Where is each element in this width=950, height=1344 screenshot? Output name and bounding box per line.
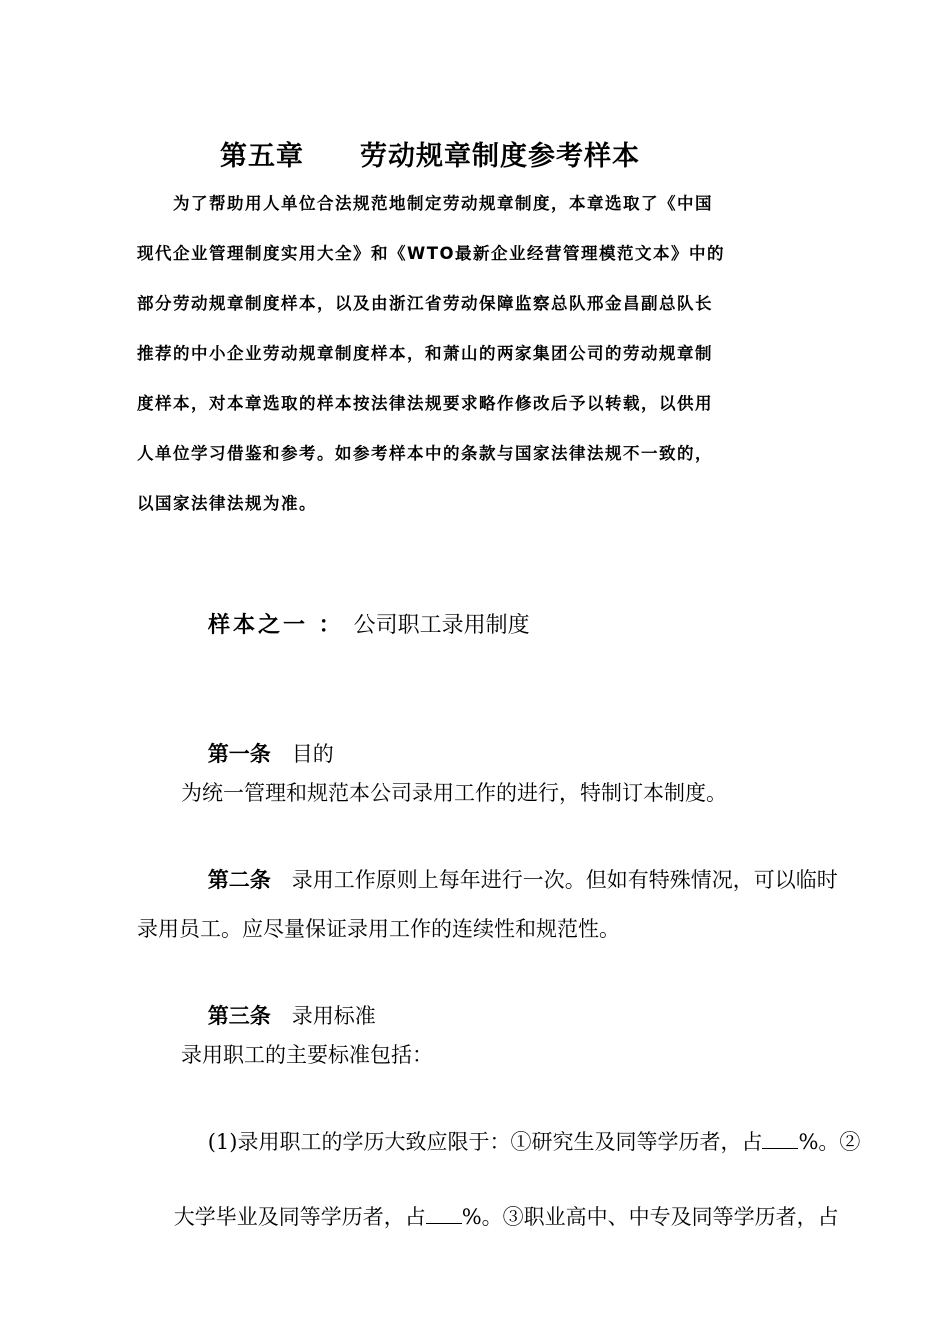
article-label: 第二条 — [207, 868, 271, 892]
fill-in-blank — [426, 1205, 462, 1224]
sample-prefix: 样本之一 ： — [207, 613, 344, 638]
intro-line: 人单位学习借鉴和参考。如参考样本中的条款与国家法律法规不一致的， — [137, 444, 713, 463]
article-title: 录用标准 — [291, 1004, 376, 1028]
intro-line: 推荐的中小企业劳动规章制度样本，和萧山的两家集团公司的劳动规章制 — [137, 344, 713, 363]
sample-name: 公司职工录用制度 — [353, 613, 530, 638]
article-text: 录用工作原则上每年进行一次。但如有特殊情况，可以临时 — [291, 868, 838, 892]
article-title: 目的 — [291, 742, 334, 766]
article-label: 第一条 — [207, 742, 271, 766]
intro-line: 现代企业管理制度实用大全》和《WTO最新企业经营管理模范文本》中的 — [137, 244, 725, 263]
list-item-1-cont — [147, 1177, 839, 1255]
list-item-1 — [181, 1102, 860, 1180]
intro-line: 部分劳动规章制度样本，以及由浙江省劳动保障监察总队邢金昌副总队长 — [137, 294, 713, 313]
chapter-title: 第五章 劳动规章制度参考样本 — [220, 141, 640, 172]
intro-line: 为了帮助用人单位合法规范地制定劳动规章制度，本章选取了《中国 — [137, 194, 713, 213]
sample-heading — [180, 583, 530, 664]
intro-line: 以国家法律法规为准。 — [137, 494, 317, 513]
article-3-intro: 录用职工的主要标准包括： — [181, 1043, 433, 1067]
fill-in-blank — [762, 1130, 798, 1149]
article-2-text-cont: 录用员工。应尽量保证录用工作的连续性和规范性。 — [137, 917, 620, 941]
intro-line: 度样本，对本章选取的样本按法律法规要求略作修改后予以转载，以供用 — [137, 394, 713, 413]
article-1-text: 为统一管理和规范本公司录用工作的进行，特制订本制度。 — [181, 781, 727, 805]
item-text: 大学毕业及同等学历者，占 — [173, 1205, 426, 1229]
item-text: (1)录用职工的学历大致应限于：①研究生及同等学历者，占 — [207, 1130, 763, 1154]
item-text: %。③职业高中、中专及同等学历者，占 — [461, 1205, 839, 1229]
item-text: %。② — [798, 1130, 861, 1154]
article-2-heading — [181, 840, 838, 918]
article-label: 第三条 — [207, 1004, 271, 1028]
